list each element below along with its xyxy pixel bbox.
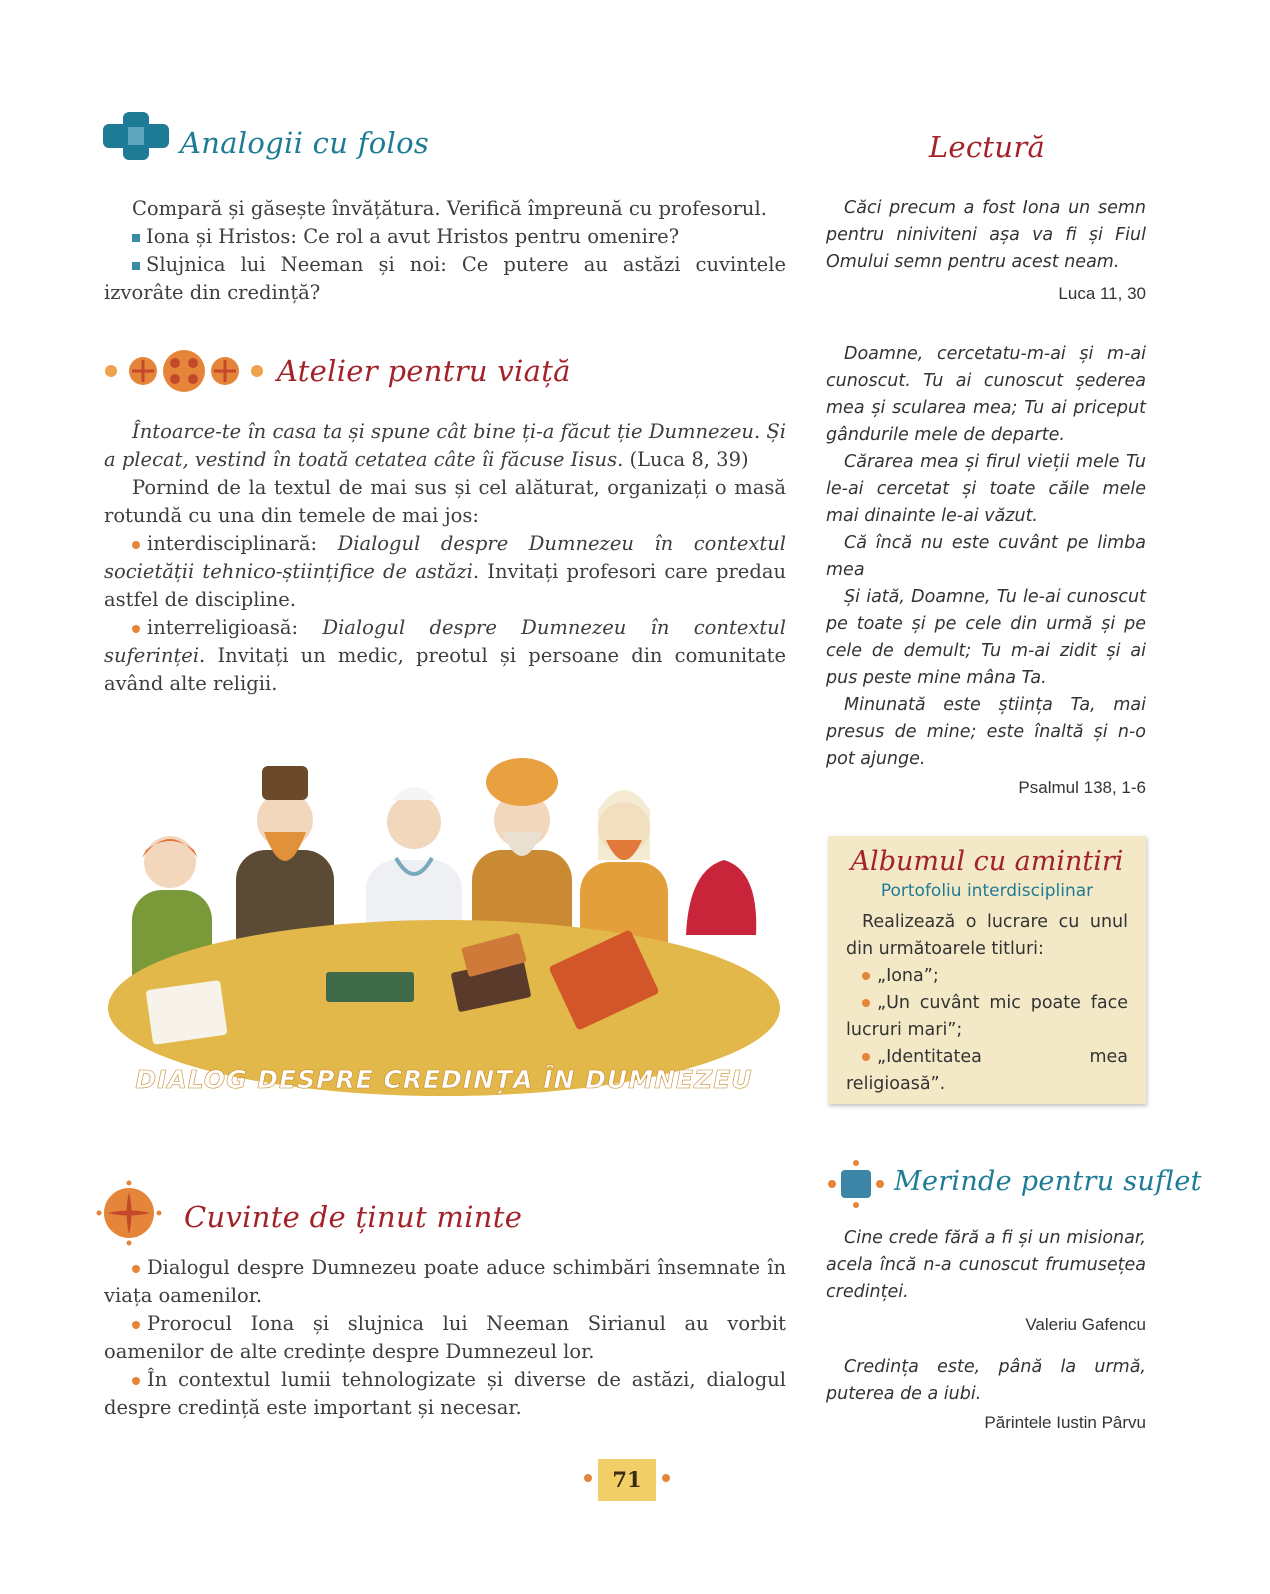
flower-ornament-icon — [96, 1180, 162, 1246]
lectura-ref-1: Luca 11, 30 — [1058, 284, 1146, 303]
figure-red-hat — [686, 860, 756, 935]
list-item: „Un cuvânt mic poate face lucruri mari”; — [846, 993, 1128, 1040]
analogii-section — [104, 195, 786, 307]
page-ornament-left — [584, 1474, 592, 1482]
list-item: Dialogul despre Dumnezeu poate aduce schimbări însemnate în viața oamenilor. — [104, 1256, 786, 1307]
psalm-verse: Cărarea mea și firul vieții mele Tu le-ai cercetat și toate căile mele mai dinainte le-ai văzut. — [826, 452, 1146, 526]
lectura-title: Lectură — [928, 130, 1046, 164]
lectura-section — [826, 195, 1146, 801]
round-table-illustration — [104, 740, 784, 1120]
bullet-icon — [132, 262, 140, 270]
album-content — [828, 909, 1146, 1098]
atelier-section — [104, 418, 786, 698]
merinde-quote-1: Cine crede fără a fi și un misionar, acela încă n-a cunoscut frumusețea credinței. — [826, 1228, 1146, 1302]
bullet-icon — [862, 972, 870, 980]
cuvinte-section — [104, 1254, 786, 1422]
psalm-verse: Minunată este știința Ta, mai presus de mine; este înaltă și n-o pot ajunge. — [826, 695, 1146, 769]
list-item: „Identitatea mea religioasă”. — [846, 1047, 1128, 1094]
rosette-ornament-icon — [103, 348, 265, 394]
list-item: interreligioasă: Dialogul despre Dumnezeu în contextul suferinței. Invitați un medic, preotul și persoane din comunitate având alte religii. — [104, 616, 787, 695]
list-item: Prorocul Iona și slujnica lui Neeman Sirianul au vorbit oamenilor de alte credințe despre Dumnezeul lor. — [104, 1312, 786, 1363]
square-ornament-icon — [826, 1160, 886, 1208]
lectura-ref-2: Psalmul 138, 1-6 — [1018, 778, 1146, 797]
album-note — [828, 836, 1146, 1104]
psalm-verse: Că încă nu este cuvânt pe limba mea — [826, 533, 1146, 580]
psalm-verse: Și iată, Doamne, Tu le-ai cunoscut pe toate și pe cele din urmă și pe cele de demult; Tu m-ai zidit și ai pus peste mine mâna Ta. — [826, 587, 1146, 688]
analogii-title: Analogii cu folos — [180, 126, 430, 160]
bullet-icon — [132, 234, 140, 242]
bullet-icon — [132, 1321, 140, 1329]
album-title: Albumul cu amintiri — [850, 846, 1124, 877]
bullet-icon — [862, 1053, 870, 1061]
merinde-author-1: Valeriu Gafencu — [1025, 1315, 1146, 1334]
page-number: 71 — [598, 1459, 656, 1501]
table-banner: DIALOG DESPRE CREDINȚA ÎN DUMNEZEU — [135, 1065, 753, 1094]
atelier-intro: Pornind de la textul de mai sus și cel alăturat, organizați o masă rotundă cu una din temele de mai jos: — [104, 476, 786, 527]
list-item: „Iona”; — [846, 963, 1128, 990]
list-item: Iona și Hristos: Ce rol a avut Hristos pentru omenire? — [104, 223, 786, 251]
bullet-icon — [132, 625, 140, 633]
merinde-section — [826, 1225, 1146, 1436]
merinde-quote-2: Credința este, până la urmă, puterea de a iubi. — [826, 1357, 1146, 1404]
bullet-icon — [132, 541, 140, 549]
bullet-icon — [132, 1265, 140, 1273]
list-item: interdisciplinară: Dialogul despre Dumnezeu în contextul societății tehnico-științifice de astăzi. Invitați profesori care predau astfel de discipline. — [104, 532, 787, 611]
atelier-title: Atelier pentru viață — [277, 354, 571, 388]
page-ornament-right — [662, 1474, 670, 1482]
analogii-intro: Compară și găsește învățătura. Verifică împreună cu profesorul. — [132, 197, 767, 220]
album-intro: Realizează o lucrare cu unul din următoarele titluri: — [846, 912, 1128, 959]
merinde-title: Merinde pentru suflet — [894, 1166, 1202, 1197]
bullet-icon — [132, 1377, 140, 1385]
psalm-verse: Doamne, cercetatu-m-ai și m-ai cunoscut. Tu ai cunoscut șederea mea și scularea mea; Tu ai priceput gândurile mele de departe. — [826, 344, 1146, 445]
cross-ornament-icon — [103, 112, 169, 160]
lectura-passage-1: Căci precum a fost Iona un semn pentru niniviteni așa va fi și Fiul Omului semn pentru acest neam. — [826, 198, 1146, 272]
list-item: În contextul lumii tehnologizate și diverse de astăzi, dialogul despre credință este important și necesar. — [104, 1368, 786, 1419]
bullet-icon — [862, 999, 870, 1007]
album-subtitle: Portofoliu interdisciplinar — [880, 881, 1094, 901]
atelier-quote: Întoarce-te în casa ta și spune cât bine ți-a făcut ție Dumnezeu. Și a plecat, vestind în toată cetatea câte îi făcuse Iisus. (Luca 8, 39) — [104, 420, 786, 471]
merinde-author-2: Părintele Iustin Pârvu — [984, 1413, 1146, 1432]
list-item: Slujnica lui Neeman și noi: Ce putere au astăzi cuvintele izvorâte din credință? — [104, 253, 786, 304]
cuvinte-title: Cuvinte de ținut minte — [184, 1200, 523, 1234]
